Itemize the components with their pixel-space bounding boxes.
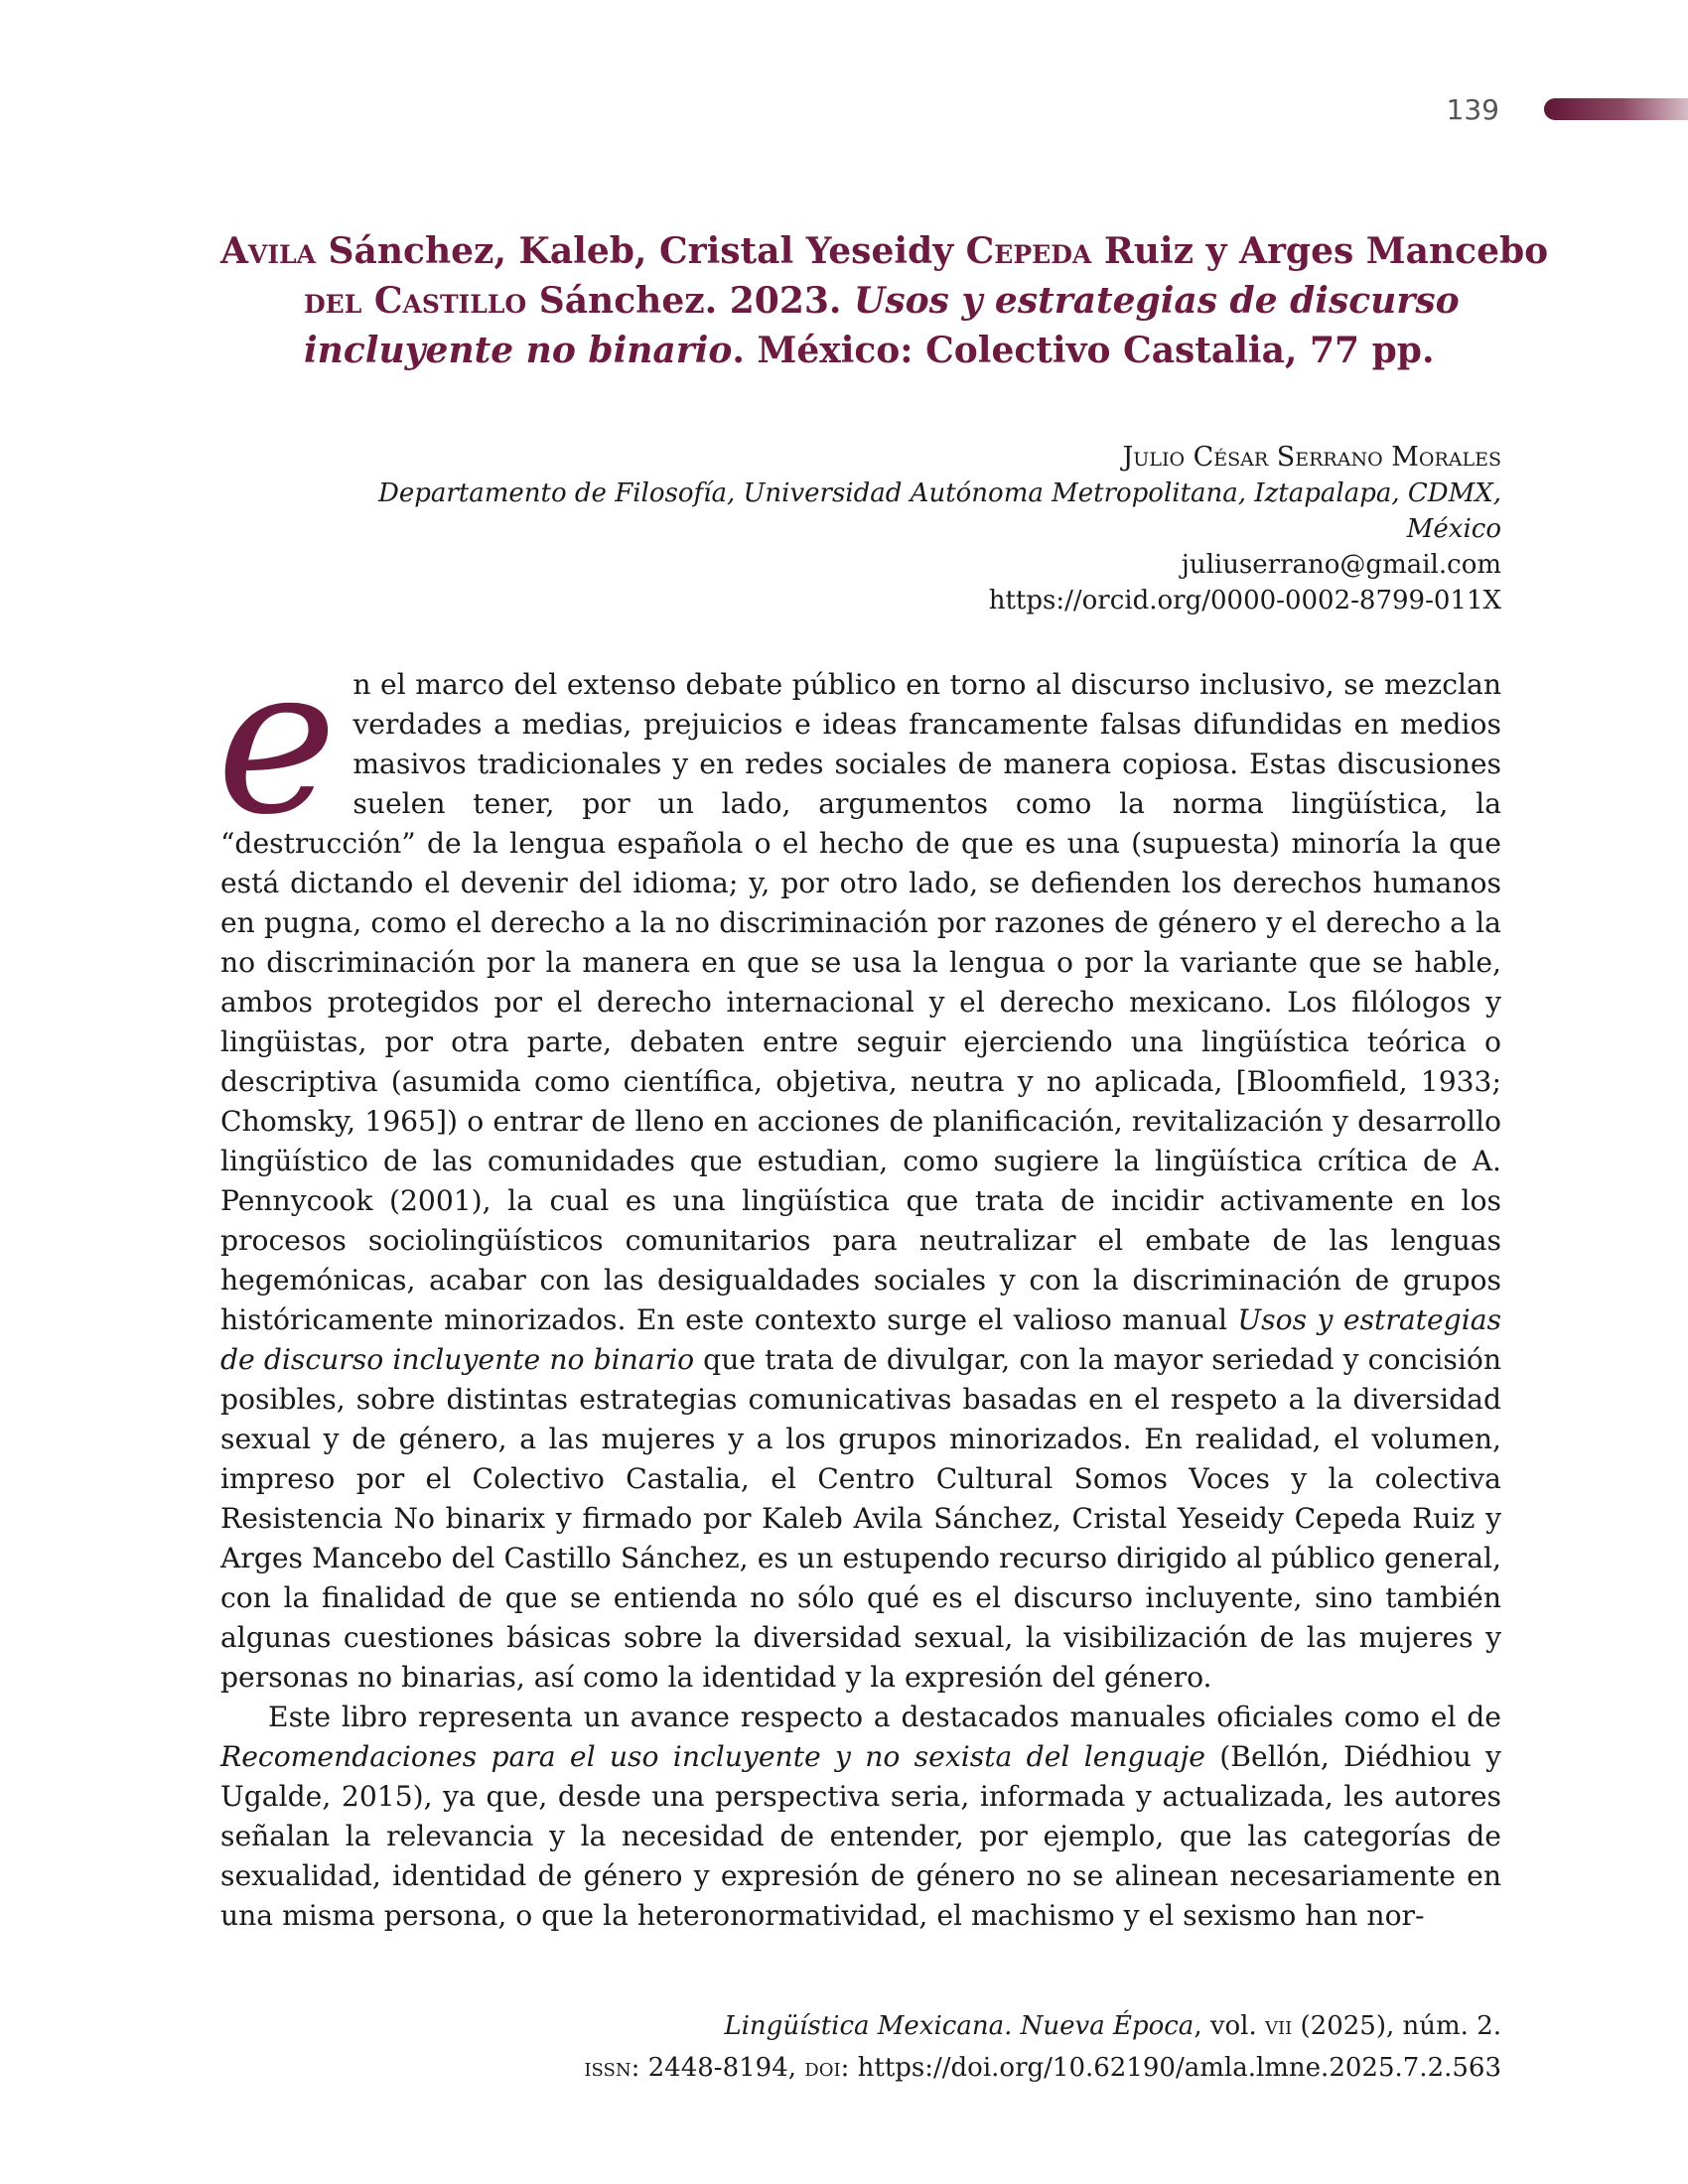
issn-value: : 2448-8194, <box>631 2053 805 2083</box>
reviewer-affiliation: Departamento de Filosofía, Universidad Autónoma Metropolitana, Iztapalapa, CDMX, México <box>378 478 1501 544</box>
doi-value[interactable]: : https://doi.org/10.62190/amla.lmne.2025.7.2.563 <box>840 2053 1501 2083</box>
drop-cap: e <box>216 623 338 860</box>
paragraph-2-cited-title: Recomendaciones para el uso incluyente y no sexista del lenguaje <box>220 1740 1205 1773</box>
reviewer-block <box>377 440 1501 618</box>
book-title: Usos y estrategias de discurso incluyente no binario <box>304 280 1460 371</box>
page-number-bar <box>1544 98 1688 120</box>
book-publisher: . México: Colectivo Castalia, 77 pp. <box>732 330 1435 371</box>
author1-surname: Avila <box>220 230 316 272</box>
journal-identifiers <box>377 2047 1501 2089</box>
book-reference-heading <box>220 226 1585 375</box>
reviewer-email[interactable]: juliuserrano@gmail.com <box>1181 550 1501 580</box>
author3-rest: Sánchez. 2023. <box>526 280 854 322</box>
review-body <box>216 623 1501 1936</box>
page-number: 139 <box>1446 93 1499 126</box>
journal-name: Lingüística Mexicana. Nueva Época <box>724 2011 1195 2041</box>
journal-citation <box>377 2005 1501 2047</box>
paragraph-1-text-a: n el marco del extenso debate público en torno al discurso inclusivo, se mezclan verdades a medias, prejuicios e ideas francamente falsas difundidas en medios masivos tradicionales y en redes sociales de manera copiosa. Estas discusiones suelen tener, por un lado, argumentos como la norma lingüística, la “destrucción” de la lengua española o el hecho de que es una (supuesta) minoría la que está dictando el devenir del idioma; y, por otro lado, se defienden los derechos humanos en pugna, como el derecho a la no discriminación por razones de género y el derecho a la no discriminación por la manera en que se usa la lengua o por la variante que se hable, ambos protegidos por el derecho internacional y el derecho mexicano. Los filólogos y lingüistas, por otra parte, debaten entre seguir ejerciendo una lingüística teórica o descriptiva (asumida como científica, objetiva, neutra y no aplicada, [Bloomfield, 1933; Chomsky, 1965]) o entrar de lleno en acciones de planificación, revitalización y desarrollo lingüístico de las comunidades que estudian, como sugiere la lingüística crítica de A. Pennycook (2001), la cual es una lingüística que trata de incidir activamente en los procesos sociolingüísticos comunitarios para neutralizar el embate de las lenguas hegemónicas, acabar con las desigualdades sociales y con la discriminación de grupos históricamente minorizados. En este contexto surge el valioso manual <box>220 668 1501 1336</box>
paragraph-1 <box>216 623 1501 1698</box>
paragraph-2-text-a: Este libro representa un avance respecto a destacados manuales oficiales como el de <box>268 1701 1501 1733</box>
doi-label: doi <box>804 2053 841 2083</box>
issue: (2025), núm. 2. <box>1292 2011 1501 2041</box>
reviewer-name: Julio César Serrano Morales <box>1122 442 1501 473</box>
author2-rest: Ruiz y Arges Mancebo <box>1091 230 1549 272</box>
journal-footer <box>377 2005 1501 2089</box>
author3-surname: del Castillo <box>304 280 527 322</box>
volume-label: , vol. <box>1194 2011 1266 2041</box>
volume-number: vii <box>1265 2011 1293 2041</box>
issn-label: issn <box>584 2053 632 2083</box>
paragraph-2 <box>220 1698 1501 1936</box>
paragraph-1-text-b: que trata de divulgar, con la mayor seriedad y concisión posibles, sobre distintas estrategias comunicativas basadas en el respeto a la diversidad sexual y de género, a las mujeres y a los grupos minorizados. En realidad, el volumen, impreso por el Colectivo Castalia, el Centro Cultural Somos Voces y la colectiva Resistencia No binarix y firmado por Kaleb Avila Sánchez, Cristal Yeseidy Cepeda Ruiz y Arges Mancebo del Castillo Sánchez, es un estupendo recurso dirigido al público general, con la finalidad de que se entienda no sólo qué es el discurso incluyente, sino también algunas cuestiones básicas sobre la diversidad sexual, la visibilización de las mujeres y personas no binarias, así como la identidad y la expresión del género. <box>220 1343 1501 1694</box>
paragraph-2-text-b: (Bellón, Diédhiou y Ugalde, 2015), ya que, desde una perspectiva seria, informada y actualizada, les autores señalan la relevancia y la necesidad de entender, por ejemplo, que las categorías de sexualidad, identidad de género y expresión de género no se alinean necesariamente en una misma persona, o que la heteronormatividad, el machismo y el sexismo han nor- <box>220 1740 1501 1932</box>
author1-rest: Sánchez, Kaleb, Cristal Yeseidy <box>316 230 966 272</box>
paragraph-1-book-title: Usos y estrategias de discurso incluyente no binario <box>220 1303 1501 1376</box>
reviewer-orcid[interactable]: https://orcid.org/0000-0002-8799-011X <box>988 586 1501 615</box>
author2-surname: Cepeda <box>965 230 1092 272</box>
